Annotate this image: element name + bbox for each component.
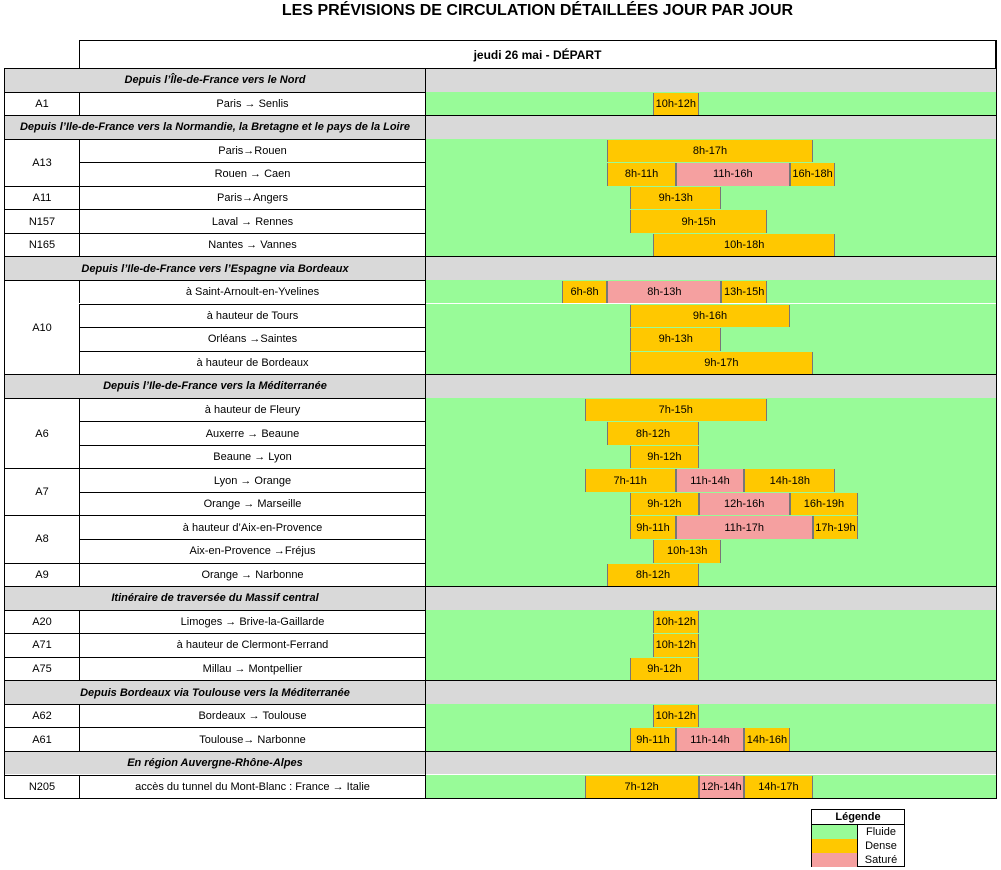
- section-band: [425, 374, 996, 398]
- road-number: N205: [4, 775, 79, 799]
- legend-row-dense: [812, 839, 904, 853]
- road-number: A71: [4, 633, 79, 657]
- traffic-bar-dense: 9h-12h: [630, 446, 698, 469]
- route-label: Paris→Rouen: [79, 139, 425, 163]
- grid-line: [4, 798, 997, 799]
- section-band: [425, 68, 996, 92]
- road-number: N165: [4, 233, 79, 257]
- traffic-bar-dense: 7h-12h: [585, 776, 699, 799]
- route-label: Rouen → Caen: [79, 162, 425, 186]
- traffic-bar-dense: 9h-12h: [630, 658, 698, 681]
- road-number: A7: [4, 468, 79, 515]
- route-label: Paris→Angers: [79, 186, 425, 210]
- route-label: à hauteur d’Aix-en-Provence: [79, 515, 425, 539]
- route-label: Laval → Rennes: [79, 209, 425, 233]
- legend: [811, 809, 905, 867]
- legend-row-fluide: [812, 825, 904, 839]
- section-title: Depuis l’Île-de-France vers le Nord: [4, 68, 425, 92]
- route-label: Limoges → Brive-la-Gaillarde: [79, 610, 425, 634]
- route-label: Toulouse→ Narbonne: [79, 727, 425, 751]
- timeline-fluide: [425, 633, 996, 657]
- road-number: A9: [4, 563, 79, 587]
- traffic-bar-sature: 8h-13h: [607, 281, 721, 304]
- route-label: Orange → Marseille: [79, 492, 425, 516]
- traffic-bar-dense: 9h-11h: [630, 516, 676, 539]
- legend-swatch-dense: [812, 839, 858, 853]
- section-title: Itinéraire de traversée du Massif central: [4, 586, 425, 610]
- legend-swatch-fluide: [812, 825, 858, 839]
- traffic-bar-dense: 14h-18h: [744, 469, 835, 492]
- section-title: Depuis l’Ile-de-France vers la Normandie, la Bretagne et le pays de la Loire: [4, 115, 425, 139]
- traffic-bar-dense: 9h-17h: [630, 352, 812, 375]
- traffic-bar-dense: 8h-17h: [607, 140, 812, 163]
- timeline-fluide: [425, 421, 996, 445]
- route-label: Bordeaux → Toulouse: [79, 704, 425, 728]
- traffic-bar-dense: 9h-13h: [630, 187, 721, 210]
- section-title: Depuis l’Ile-de-France vers l’Espagne via Bordeaux: [4, 256, 425, 280]
- route-label: à Saint-Arnoult-en-Yvelines: [79, 280, 425, 304]
- traffic-bar-dense: 9h-13h: [630, 328, 721, 351]
- road-number: A62: [4, 704, 79, 728]
- road-number: A20: [4, 610, 79, 634]
- route-label: Beaune → Lyon: [79, 445, 425, 469]
- traffic-bar-sature: 11h-14h: [676, 728, 744, 751]
- traffic-bar-dense: 17h-19h: [813, 516, 859, 539]
- traffic-bar-dense: 13h-15h: [721, 281, 767, 304]
- section-band: [425, 751, 996, 775]
- route-label: à hauteur de Tours: [79, 304, 425, 328]
- traffic-bar-sature: 11h-16h: [676, 163, 790, 186]
- traffic-bar-dense: 9h-15h: [630, 210, 767, 233]
- traffic-bar-sature: 12h-16h: [699, 493, 790, 516]
- traffic-bar-sature: 12h-14h: [699, 776, 745, 799]
- page-title: LES PRÉVISIONS DE CIRCULATION DÉTAILLÉES JOUR PAR JOUR: [281, 2, 794, 19]
- grid-line: [425, 68, 426, 798]
- section-title: Depuis l’Ile-de-France vers la Méditerranée: [4, 374, 425, 398]
- legend-title: Légende: [812, 810, 904, 825]
- route-label: Paris → Senlis: [79, 92, 425, 116]
- traffic-bar-dense: 14h-16h: [744, 728, 790, 751]
- route-label: à hauteur de Clermont-Ferrand: [79, 633, 425, 657]
- route-label: Orléans →Saintes: [79, 327, 425, 351]
- route-label: Orange → Narbonne: [79, 563, 425, 587]
- traffic-bar-dense: 10h-13h: [653, 540, 721, 563]
- traffic-bar-dense: 9h-12h: [630, 493, 698, 516]
- traffic-bar-dense: 7h-11h: [585, 469, 676, 492]
- grid-line: [4, 68, 996, 69]
- grid-line: [4, 68, 5, 798]
- legend-row-sature: [812, 853, 904, 867]
- traffic-bar-dense: 10h-12h: [653, 634, 699, 657]
- traffic-bar-dense: 16h-18h: [790, 163, 836, 186]
- road-number: A61: [4, 727, 79, 751]
- section-title: En région Auvergne-Rhône-Alpes: [4, 751, 425, 775]
- road-number: A8: [4, 515, 79, 562]
- route-label: Aix-en-Provence →Fréjus: [79, 539, 425, 563]
- timeline-fluide: [425, 610, 996, 634]
- section-band: [425, 680, 996, 704]
- traffic-bar-sature: 11h-14h: [676, 469, 744, 492]
- timeline-fluide: [425, 657, 996, 681]
- timeline-fluide: [425, 445, 996, 469]
- traffic-bar-dense: 16h-19h: [790, 493, 858, 516]
- route-label: Auxerre → Beaune: [79, 421, 425, 445]
- legend-swatch-sature: [812, 853, 858, 867]
- traffic-bar-dense: 8h-12h: [607, 564, 698, 587]
- route-label: Lyon → Orange: [79, 468, 425, 492]
- section-band: [425, 256, 996, 280]
- traffic-bar-dense: 10h-12h: [653, 705, 699, 728]
- section-title: Depuis Bordeaux via Toulouse vers la Méditerranée: [4, 680, 425, 704]
- legend-label: Saturé: [864, 854, 898, 866]
- route-label: Nantes → Vannes: [79, 233, 425, 257]
- section-band: [425, 115, 996, 139]
- traffic-bar-dense: 8h-12h: [607, 422, 698, 445]
- road-number: A75: [4, 657, 79, 681]
- route-label: accès du tunnel du Mont-Blanc : France → Italie: [79, 775, 425, 799]
- road-number: A10: [4, 280, 79, 374]
- traffic-bar-dense: 6h-8h: [562, 281, 608, 304]
- legend-label: Fluide: [866, 826, 896, 838]
- timeline-fluide: [425, 563, 996, 587]
- traffic-bar-dense: 9h-16h: [630, 305, 790, 328]
- road-number: A13: [4, 139, 79, 186]
- road-number: A1: [4, 92, 79, 116]
- traffic-bar-dense: 14h-17h: [744, 776, 812, 799]
- traffic-bar-dense: 10h-12h: [653, 93, 699, 116]
- table-header: jeudi 26 mai - DÉPART: [79, 40, 996, 68]
- traffic-bar-dense: 10h-12h: [653, 611, 699, 634]
- road-number: A11: [4, 186, 79, 210]
- traffic-bar-dense: 9h-11h: [630, 728, 676, 751]
- traffic-bar-dense: 8h-11h: [607, 163, 675, 186]
- road-number: A6: [4, 398, 79, 469]
- legend-label: Dense: [865, 840, 897, 852]
- timeline-fluide: [425, 92, 996, 116]
- road-number: N157: [4, 209, 79, 233]
- route-label: à hauteur de Bordeaux: [79, 351, 425, 375]
- traffic-bar-sature: 11h-17h: [676, 516, 813, 539]
- traffic-bar-dense: 7h-15h: [585, 399, 767, 422]
- traffic-bar-dense: 10h-18h: [653, 234, 835, 257]
- route-label: Millau → Montpellier: [79, 657, 425, 681]
- section-band: [425, 586, 996, 610]
- grid-line: [996, 40, 997, 798]
- route-label: à hauteur de Fleury: [79, 398, 425, 422]
- timeline-fluide: [425, 704, 996, 728]
